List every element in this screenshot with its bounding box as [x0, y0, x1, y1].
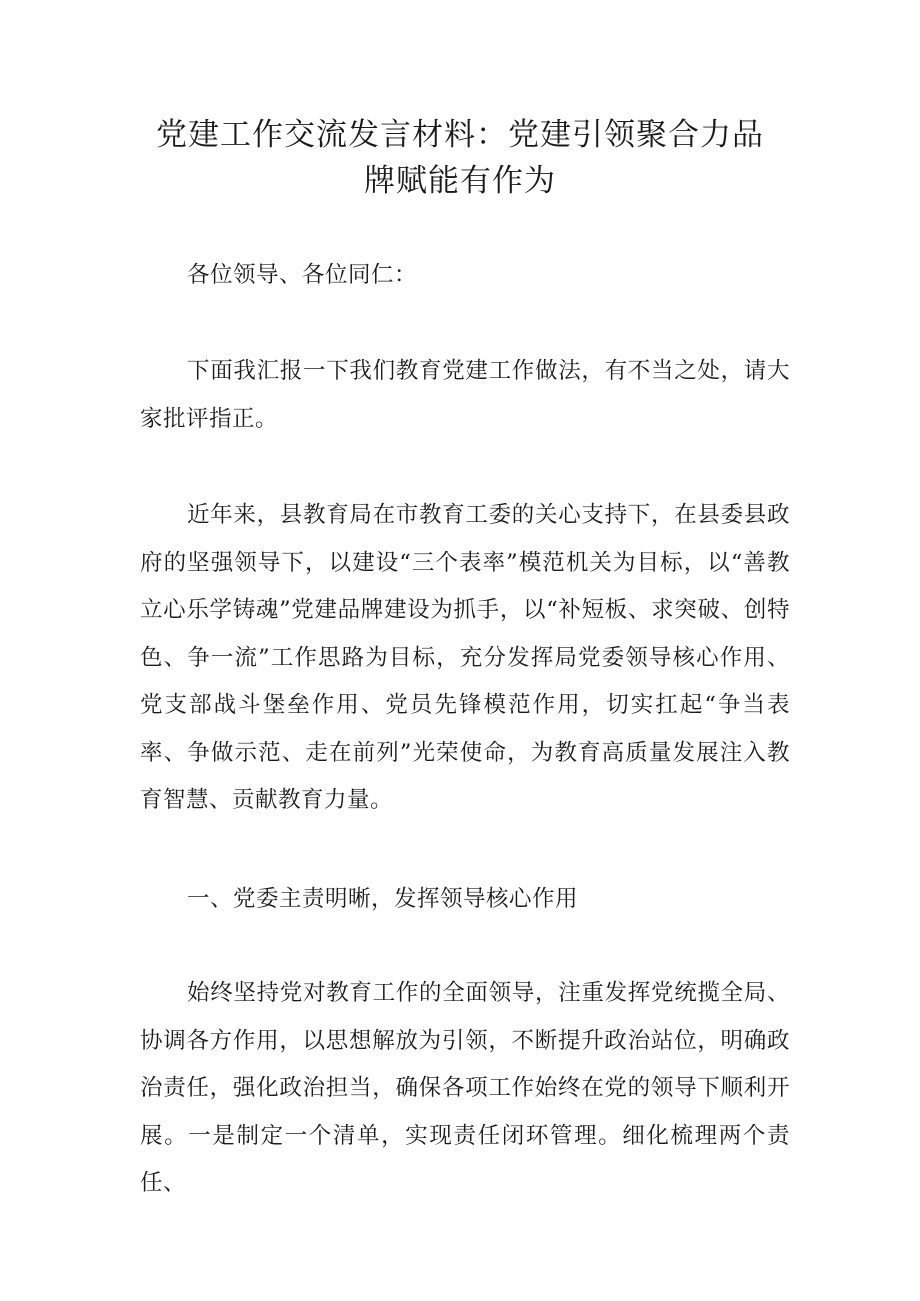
title-line-2: 牌赋能有作为 [364, 163, 556, 199]
intro-paragraph: 下面我汇报一下我们教育党建工作做法，有不当之处，请大家批评指正。 [140, 358, 790, 432]
salutation-paragraph: 各位领导、各位同仁： [187, 262, 418, 288]
document-title [120, 112, 800, 204]
body-paragraph-1: 近年来，县教育局在市教育工委的关心支持下，在县委县政府的坚强领导下，以建设“三个表率”模范机关为目标，以“善教立心乐学铸魂”党建品牌建设为抓手，以“补短板、求突破、创特色、争一流”工作思路为目标，充分发挥局党委领导核心作用、党支部战斗堡垒作用、党员先锋模范作用，切实扛起“争当表率、争做示范、走在前列”光荣使命，为教育高质量发展注入教育智慧、贡献教育力量。 [140, 502, 790, 813]
body-paragraph-2: 始终坚持党对教育工作的全面领导，注重发挥党统揽全局、协调各方作用，以思想解放为引领，不断提升政治站位，明确政治责任，强化政治担当，确保各项工作始终在党的领导下顺利开展。一是制定一个清单，实现责任闭环管理。细化梳理两个责任、 [140, 980, 790, 1196]
title-line-1: 党建工作交流发言材料：党建引领聚合力品 [156, 117, 764, 153]
section-heading-1: 一、党委主责明晰，发挥领导核心作用 [187, 886, 579, 912]
